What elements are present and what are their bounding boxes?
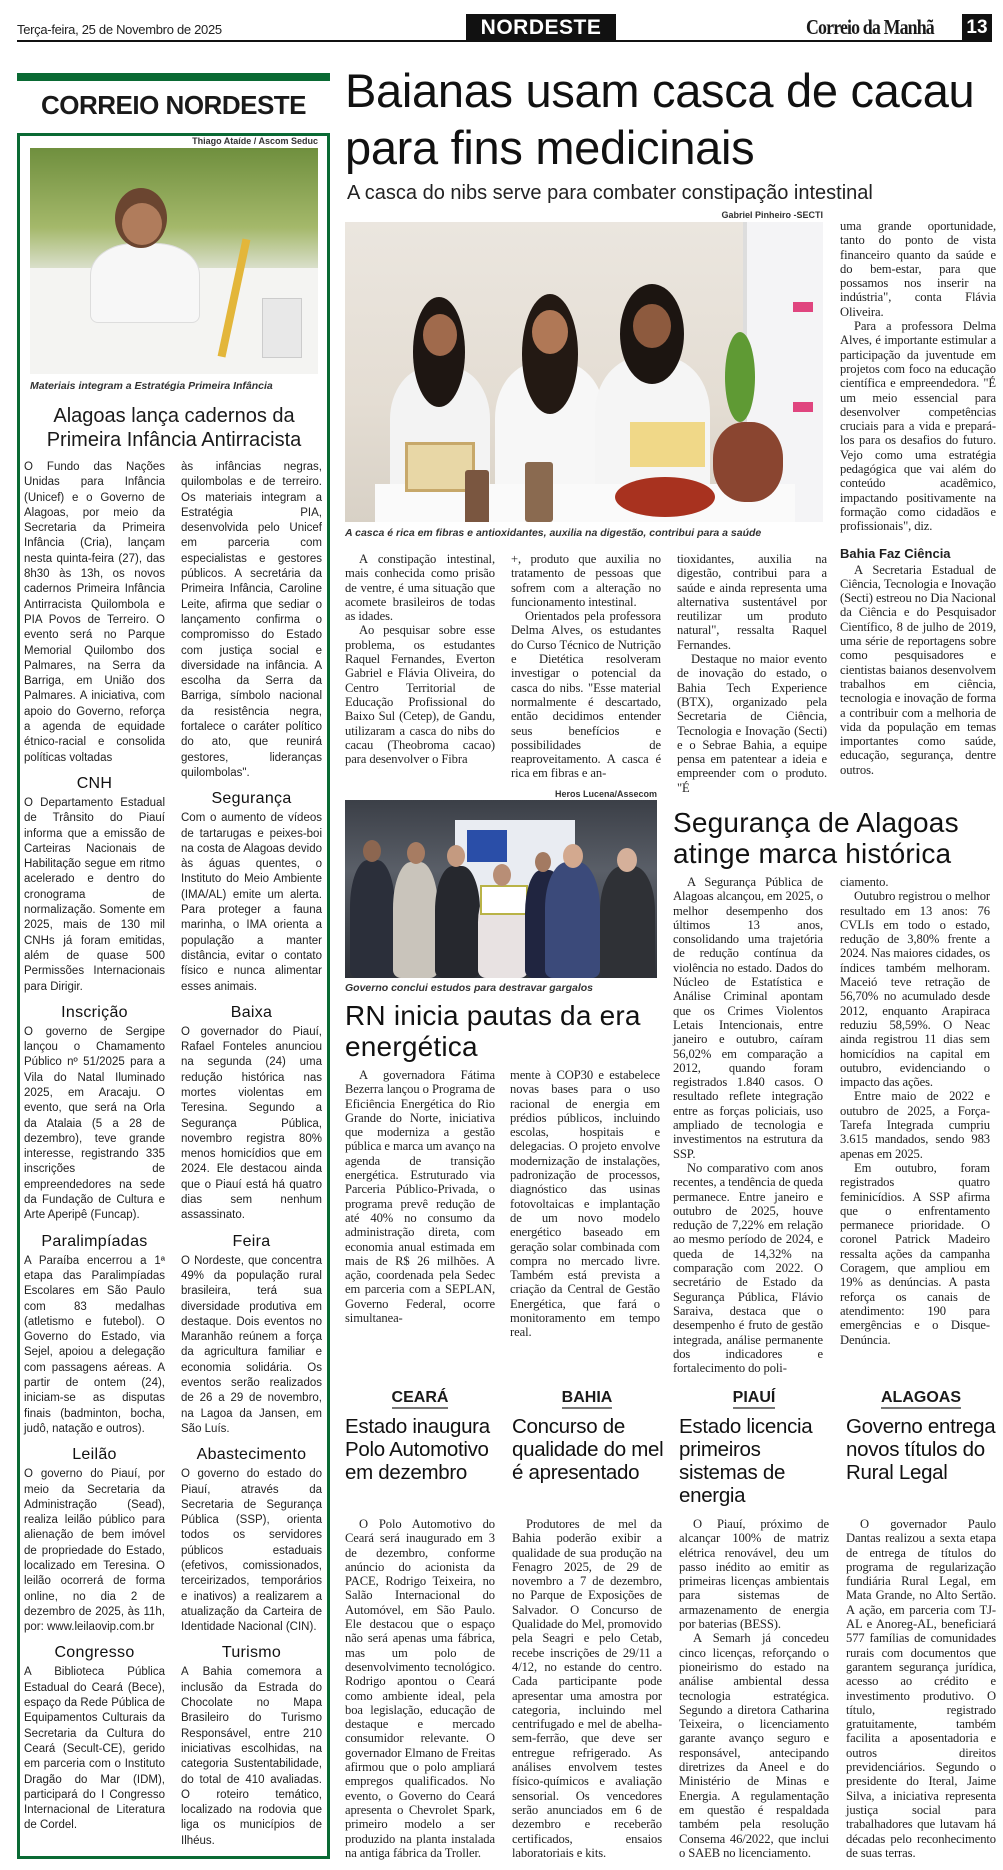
photo-caption: Governo conclui estudos para destravar gargalos — [345, 982, 593, 994]
note-text: A Biblioteca Pública Estadual do Ceará (Bece), espaço da Rede Pública de Equipamentos Culturais da Secretaria da Cultura do Ceará (Secult-CE), gerido em parceria com o Instituto Dragão do Mar (IDM), participará do I Congresso Internacional de Literatura de Cordel. — [24, 1666, 165, 1832]
state-label-alagoas — [846, 1389, 996, 1407]
article-column — [345, 1068, 495, 1325]
state-label-text: BAHIA — [562, 1389, 613, 1409]
sidebar-photo — [30, 148, 318, 374]
article-column — [673, 875, 823, 1375]
paragraph: Em outubro, foram registrados quatro feminicídios. A SSP afirma que o enfrentamento permanece prioridade. O coronel Patrick Madeiro ressalta ações da campanha Coragem, que ampliou em 19% as denúncias. A pasta reforça os canais de atendimento: 190 para emergências e o Disque-Denúncia. — [840, 1160, 990, 1347]
main-subheadline: A casca do nibs serve para combater constipação intestinal — [347, 182, 873, 204]
sidebar-column-2 — [181, 460, 322, 1849]
note-text: O Departamento Estadual de Trânsito do Piauí informa que a emissão de Carteiras Nacionais de Habilitação segue em ritmo acelerado e dentro do cronograma de normalização. Somente em 2025, mais de 130 mil CNHs já foram emitidas, além de quase 500 Permissões Internacionais para Dirigir. — [24, 796, 165, 993]
photo-credit: Heros Lucena/Assecom — [554, 789, 657, 799]
box-title: Bahia Faz Ciência — [840, 545, 951, 561]
state-label-text: ALAGOAS — [881, 1389, 961, 1409]
paragraph: A Segurança Pública de Alagoas alcançou, em 2025, o melhor desempenho dos últimos 13 anos, consolidando uma trajetória de redução contínua da violência no estado. Dados do Núcleo de Estatística e Análise Criminal apontam que os Crimes Violentos Letais Intencionais, entre janeiro e outubro, caíram 56,02% em comparação a 2012, quando foram registrados 1.840 casos. O resultado reflete integração entre as forças policiais, uso ampliado de tecnologia e investimentos na estrutura da SSP. — [673, 875, 823, 1161]
article-column — [510, 1068, 660, 1340]
state-label-text: PIAUÍ — [733, 1389, 776, 1409]
state-headline: Governo entrega novos títulos do Rural Legal — [846, 1415, 996, 1484]
paragraph: O Polo Automotivo do Ceará será inaugurado em 3 de dezembro, conforme anúncio do acionista da PACE, Rodrigo Teixeira, no Salão Internacional do Automóvel, em São Paulo. Ele destacou que o espaço não será apenas uma fábrica, mas um polo de desenvolvimento tecnológico. Rodrigo apontou o Ceará como ambiente ideal, pela boa legislação, educação de destaque e mercado consumidor relevante. O governador Elmano de Freitas afirmou que o polo ampliará empregos qualificados. No evento, o Governo do Ceará apresenta o Chevrolet Spark, primeiro modelo a ser produzido na planta instalada na antiga fábrica da Troller. — [345, 1517, 495, 1860]
state-label-text: CEARÁ — [392, 1389, 449, 1409]
header-divider — [17, 40, 992, 42]
article-paragraphs — [840, 219, 996, 534]
state-headline: Estado licencia primeiros sistemas de energia — [679, 1415, 813, 1507]
photo-caption: Materiais integram a Estratégia Primeira Infância — [30, 380, 273, 392]
paragraph: ciamento. — [840, 875, 889, 889]
article-column — [840, 875, 990, 1347]
state-article-column — [846, 1517, 996, 1860]
main-photo — [345, 222, 823, 522]
paragraph: O Piauí, próximo de alcançar 100% de matriz elétrica renovável, deu um passo inédito ao emitir as primeiras licenças ambientais para sistemas de armazenamento de energia por baterias (BESS). — [679, 1517, 829, 1632]
paragraph: A Semarh já concedeu cinco licenças, reforçando o pioneirismo do estado na análise ambiental dessa tecnologia estratégica. Segundo a diretora Catharina Teixeira, o licenciamento garante avanço seguro e responsável, antecipando diretrizes da Aneel e do Ministério de Minas e Energia. A regulamentação em questão é respaldada também pela resolução Consema 46/2022, que inclui o SAEB no licenciamento. — [679, 1631, 829, 1860]
paragraph: tioxidantes, auxilia na digestão, contribui para a saúde e ainda representa uma alternativa sustentável por reutilizar um produto natural", ressalta Raquel Fernandes. — [677, 552, 827, 652]
main-headline: Baianas usam casca de cacau para fins medicinais — [345, 64, 975, 174]
note-text: O governo de Sergipe lançou o Chamamento Público nº 51/2025 para a Vila do Natal Iluminado 2025, em Aracaju. O evento, que será na Orla da Atalaia (5 a 28 de dezembro), teve grande interesse, registrando 335 inscrições de empreendedores na sede da Fundação de Cultura e Arte Aperipê (Funcap). — [24, 1025, 165, 1222]
note-text: O governo do estado do Piauí, através da Secretaria de Segurança Pública (SSP), orienta todos os servidores públicos estaduais (efetivos, comissionados, terceirizados, temporários e inativos) a realizarem a atualização da Carteira de Identidade Nacional (CIN). — [181, 1468, 322, 1634]
paragraph: Para a professora Delma Alves, é importante estimular a participação da juventude em projetos com foco na educação científica e empreendedora. "É um meio essencial para desenvolver competências cruciais para a vida e prepará-los para os desafios do futuro. Vejo como uma estratégia pedagógica que vai além do conteúdo acadêmico, impactando positivamente na formação como cidadãos e profissionais", diz. — [840, 319, 996, 534]
note-title: Abastecimento — [196, 1446, 307, 1464]
state-label-piaui — [679, 1389, 829, 1407]
note-title: Baixa — [230, 1003, 273, 1021]
note-text: A Bahia comemora a inclusão da Estrada do Chocolate no Mapa Brasileiro do Turismo Responsável, entre 210 iniciativas escolhidas, na categoria Sustentabilidade, do total de 410 avaliadas. O roteiro temático, localizado na rodovia que liga os municípios de Ilhéus. — [181, 1666, 322, 1847]
note-title: Congresso — [54, 1644, 135, 1662]
paragraph: A governadora Fátima Bezerra lançou o Programa de Eficiência Energética do Rio Grande do Norte, iniciativa que moderniza a gestão pública e marca um avanço na agenda de transição energética. Estruturado via Parceria Público-Privada, o programa prevê redução de até 40% no consumo da administração direta, com economia anual estimada em mais de R$ 26 milhões. A ação, coordenada pela Sedec em parceria com a SEPLAN, Governo Federal, ocorre simultanea- — [345, 1068, 495, 1326]
note-text: A Paraíba encerrou a 1ª etapa das Paralimpíadas Escolares em São Paulo com 83 medalhas (atletismo e futebol). O Governo do Estado, via Sejel, apoiou a delegação com passagens aéreas. A partir de ontem (24), iniciam-se as disputas finais (badminton, bocha, judô, natação e outros). — [24, 1254, 165, 1435]
note-title: Leilão — [72, 1446, 117, 1464]
paragraph: Ao pesquisar sobre esse problema, os estudantes Raquel Fernandes, Everton Gabriel e Flávia Oliveira, do Centro Territorial de Educação Profissional do Baixo Sul (Cetep), de Gandu, utilizaram a casca do nibs do cacau (Theobroma cacao) para desenvolver o Fibra — [345, 623, 495, 767]
article-column — [345, 552, 495, 766]
note-text: O governador do Piauí, Rafael Fonteles anunciou na segunda (24) uma redução histórica nas mortes violentas em Teresina. Segundo a Segurança Pública, novembro registra 80% menos homicídios que em 2024. Ele destacou ainda que o Piauí está há quatro dias sem nenhum assassinato. — [181, 1025, 322, 1222]
state-headline: Estado inaugura Polo Automotivo em dezembro — [345, 1415, 490, 1484]
sidebar-title: CORREIO NORDESTE — [40, 90, 307, 120]
sidebar-column-1 — [24, 460, 165, 1834]
paragraph: Produtores de mel da Bahia poderão exibir a qualidade de sua produção na Fenagro 2025, de 29 de novembro a 7 de dezembro, no Parque de Exposições de Salvador. O Concurso de Qualidade do Mel, promovido pela Seagri e pelo Cetab, recebe inscrições de 29/11 a 4/12, no estande do centro. Cada participante pode apresentar uma amostra por categoria, incluindo mel centrifugado e mel de abelha-sem-ferrão, que deve ser entregue refrigerado. As análises envolvem testes físico-químicos e avaliação sensorial. Os vencedores serão anunciados em 6 de dezembro e receberão certificados, ensaios laboratoriais e kits. — [512, 1517, 662, 1860]
paragraph: uma grande oportunidade, tanto do ponto de vista financeiro quanto da saúde e do bem-estar, para que possamos nos inserir na indústria", conta Flávia Oliveira. — [840, 219, 996, 319]
state-headline: Concurso de qualidade do mel é apresentado — [512, 1415, 664, 1484]
state-label-ceara — [345, 1389, 495, 1407]
section-label: NORDESTE — [466, 14, 616, 41]
rn-headline: RN inicia pautas da era energética — [345, 1000, 641, 1062]
issue-date: Terça-feira, 25 de Novembro de 2025 — [17, 22, 222, 37]
state-article-column — [679, 1517, 829, 1860]
paragraph: O governador Paulo Dantas realizou a sexta etapa de entrega de títulos do programa de regularização fundiária Rural Legal, em Mata Grande, no Alto Sertão. A ação, em parceria com TJ-AL e Anoreg-AL, beneficiará 577 famílias de comunidades rurais com documentos que garantem segurança jurídica, acesso ao crédito e investimento produtivo. O título, registrado gratuitamente, também facilita a aposentadoria e outros direitos previdenciários. Segundo o presidente do Iteral, Jaime Silva, a iniciativa representa justiça social para trabalhadores que lutavam há décadas pelo reconhecimento de suas terras. — [846, 1517, 996, 1860]
note-title: Paralimpíadas — [41, 1232, 148, 1250]
paragraph: Entre maio de 2022 e outubro de 2025, a Força-Tarefa Integrada cumpriu 3.615 mandados, sendo 983 apenas em 2025. — [840, 1089, 990, 1161]
photo-credit: Gabriel Pinheiro -SECTI — [721, 210, 823, 220]
state-article-column — [512, 1517, 662, 1860]
sidebar-headline: Alagoas lança cadernos da Primeira Infância Antirracista — [46, 405, 302, 451]
sidebar-intro: O Fundo das Nações Unidas para Infância (Unicef) e o Governo de Alagoas, por meio da Secretaria da Primeira Infância (Cria), lançam nesta quinta-feira (27), das 8h30 às 13h, os novos cadernos Primeira Infância Antirracista Quilombola e PIA Povos de Terreiro. O evento será no Parque Memorial Quilombo dos Palmares, na Serra da Barriga, em União dos Palmares. A iniciativa, com apoio do Governo, reforça a agenda de equidade étnico-racial e consolida políticas voltadas — [24, 461, 165, 764]
note-text: O Nordeste, que concentra 49% da população rural brasileira, terá sua diversidade produtiva em destaque. Dois eventos no Maranhão reúnem a força da agricultura familiar e economia solidária. Os eventos serão realizados de 26 a 29 de novembro, na Lagoa da Jansen, em São Luís. — [181, 1254, 322, 1435]
paragraph: Outubro registrou o melhor resultado em 13 anos: 76 CVLIs em todo o estado, redução de 3,80% frente a 2024. Nas maiores cidades, os índices também melhoram. Maceió teve retração de 56,70% no acumulado desde 2012, enquanto Arapiraca reduziu 58,59%. O Neac ainda registrou 11 dias sem homicídios na capital em outubro, evidenciando o impacto das ações. — [840, 889, 990, 1090]
state-article-column — [345, 1517, 495, 1860]
note-title: Feira — [232, 1232, 271, 1250]
note-text: Com o aumento de vídeos de tartarugas e peixes-boi na costa de Alagoas devido às águas quentes, o Instituto do Meio Ambiente (IMA/AL) emite um alerta. Para proteger a fauna marinha, o IMA orienta a população a manter distância, evitar o contato físico e nunca alimentar esses animais. — [181, 812, 322, 993]
paragraph: No comparativo com anos recentes, a tendência de queda permanece. Entre janeiro e outubro de 2025, houve redução de 7,22% em relação ao mesmo período de 2024, e queda de 14,32% na comparação com 2022. O secretário de Estado da Segurança Pública, Flávio Saraiva, destaca que o desempenho é fruto de gestão integrada, análise permanente dos indicadores e fortalecimento do poli- — [673, 1160, 823, 1376]
page-number: 13 — [962, 14, 992, 41]
seguranca-headline: Segurança de Alagoas atinge marca histórica — [673, 807, 959, 869]
note-text: O governo do Piauí, por meio da Secretaria da Administração (Sead), realiza leilão público para alienação de bem imóvel de propriedade do Estado, localizado em Teresina. O leilão ocorrerá de forma online, no dia 2 de dezembro de 2025, às 11h, por: www.leilaovip.com.br — [24, 1468, 165, 1634]
note-title: Inscrição — [61, 1003, 128, 1021]
article-column — [511, 552, 661, 781]
paragraph: mente à COP30 e estabelece novas bases para o uso racional de energia em prédios públicos, incluindo escolas, hospitais e delegacias. O projeto envolve modernização de instalações, padronização de processos, diagnóstico das usinas fotovoltaicas e implantação de um novo modelo energético baseado em geração solar combinada com compra no mercado livre. Também está prevista a criação da Central de Gestão Energética, que fará o monitoramento em tempo real. — [510, 1068, 660, 1340]
photo-credit: Thiago Ataíde / Ascom Seduc — [192, 136, 318, 146]
note-title: Segurança — [211, 790, 292, 808]
rn-photo — [345, 800, 657, 978]
note-title: CNH — [76, 774, 113, 792]
article-column — [840, 219, 996, 777]
sidebar-accent-bar — [17, 73, 330, 81]
paragraph: A constipação intestinal, mais conhecida como prisão de ventre, é uma situação que acomete brasileiros de todas as idades. — [345, 552, 495, 624]
paragraph: +, produto que auxilia no tratamento de pessoas que sofrem com a alteração no funcionamento intestinal. — [511, 552, 661, 609]
paragraph: A Secretaria Estadual de Ciência, Tecnologia e Inovação (Secti) estreou no Dia Nacional da Ciência e do Pesquisador Científico, 8 de julho de 2019, uma série de reportagens sobre como pesquisadores e cientistas baianos desenvolvem trabalhos em ciência, tecnologia e inovação de forma a contribuir com a melhoria de vida da população em temas importantes como saúde, educação, segurança, dentre outros. — [840, 562, 996, 777]
paragraph: Orientados pela professora Delma Alves, os estudantes do Curso Técnico de Nutrição e Dietética resolveram investigar o potencial da casca do nibs. "Esse material normalmente é descartado, então decidimos entender seus benefícios e possibilidades de reaproveitamento. A casca é rica em fibras e an- — [511, 609, 661, 781]
state-label-bahia — [512, 1389, 662, 1407]
note-title: Turismo — [221, 1644, 282, 1662]
sidebar-intro-continued: às infâncias negras, quilombolas e de terreiro. Os materiais integram a Estratégia PIA, desenvolvida pelo Unicef em parceria com especialistas e gestores públicos. A secretária da Primeira Infância, Caroline Leite, afirma que sediar o lançamento confirma o compromisso do Estado com justiça social e diversidade na infância. A escolha da Serra da Barriga, símbolo nacional da resistência negra, fortalece o caráter político do ato, que reunirá gestores, lideranças quilombolas". — [181, 461, 322, 779]
article-column — [677, 552, 827, 795]
photo-caption: A casca é rica em fibras e antioxidantes, auxilia na digestão, contribui para a saúde — [345, 527, 762, 539]
paragraph: Destaque no maior evento de inovação do estado, o Bahia Tech Experience (BTX), organizado pela Secretaria de Ciência, Tecnologia e Inovação (Secti) e o Sebrae Bahia, a equipe pensa em patentear a ideia e empreender com o produto. "É — [677, 652, 827, 795]
newspaper-logo: Correio da Manhã — [806, 15, 934, 39]
